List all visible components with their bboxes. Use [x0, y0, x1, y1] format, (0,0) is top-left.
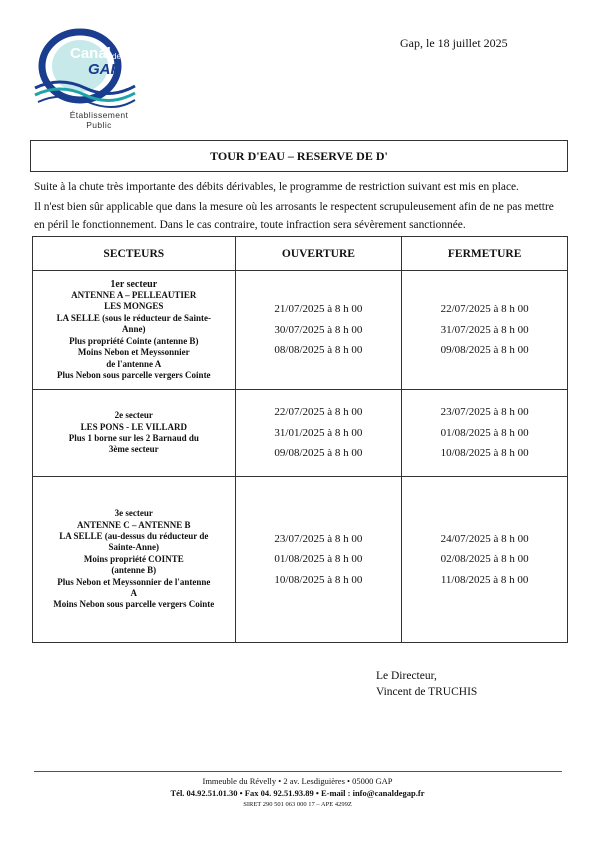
schedule-table	[32, 236, 568, 643]
date-value: 01/08/2025 à 8 h 00	[440, 426, 529, 439]
logo-word-de: de	[112, 52, 121, 61]
sector-line: de l'antenne A	[106, 358, 162, 369]
logo-sub-line2: Public	[86, 120, 112, 130]
logo-subtitle	[44, 110, 154, 130]
date-value: 23/07/2025 à 8 h 00	[274, 532, 363, 545]
footer-contact: Tél. 04.92.51.01.30 • Fax 04. 92.51.93.89 • E-mail : info@canaldegap.fr	[170, 788, 425, 798]
signature-role: Le Directeur,	[376, 670, 437, 682]
sector-line: Plus Nebon sous parcelle vergers Cointe	[56, 369, 211, 380]
date-value: 23/07/2025 à 8 h 00	[440, 406, 529, 419]
sector-line: A	[130, 588, 138, 599]
sector-line: Anne)	[122, 324, 146, 335]
date-value: 10/08/2025 à 8 h 00	[274, 573, 363, 586]
date-value: 10/08/2025 à 8 h 00	[440, 447, 529, 460]
date-value: 31/01/2025 à 8 h 00	[274, 426, 363, 439]
sector-cell-3	[33, 477, 236, 643]
header-ouverture: OUVERTURE	[235, 237, 402, 271]
sector-line: Plus propriété Cointe (antenne B)	[69, 335, 199, 346]
document-title: TOUR D'EAU – RESERVE DE D'	[30, 140, 568, 172]
logo-sub-line1: Établissement	[69, 110, 129, 120]
signature-block	[376, 668, 477, 700]
date-value: 30/07/2025 à 8 h 00	[274, 323, 363, 336]
date-value: 22/07/2025 à 8 h 00	[440, 303, 529, 316]
sector-line: Moins Nebon sous parcelle vergers Cointe	[53, 599, 215, 610]
date-value: 21/07/2025 à 8 h 00	[274, 303, 363, 316]
sector-line: 1er secteur	[110, 278, 158, 290]
date-value: 08/08/2025 à 8 h 00	[274, 344, 363, 357]
open-dates-3	[235, 477, 402, 643]
footer-siret: SIRET 290 501 063 000 17 – APE 4299Z	[243, 801, 352, 808]
intro-paragraph: Suite à la chute très importante des débits dérivables, le programme de restriction suivant est mis en place.	[34, 181, 519, 193]
date-value: 01/08/2025 à 8 h 00	[274, 553, 363, 566]
header-fermeture: FERMETURE	[402, 237, 568, 271]
sector-line: LES MONGES	[104, 301, 164, 312]
sector-line: LES PONS - LE VILLARD	[80, 421, 187, 432]
warning-paragraph: Il n'est bien sûr applicable que dans la mesure où les arrosants le respectent scrupuleusement afin de ne pas mettre en péril le fonctionnement. Dans le cas contraire, toute infraction sera sévèrement sanctionnée.	[34, 201, 554, 231]
sector-line: Plus 1 borne sur les 2 Barnaud du	[68, 433, 199, 443]
sector-line: (antenne B)	[111, 565, 157, 576]
logo-word-canal: Canal	[70, 45, 111, 62]
sector-cell-1	[33, 271, 236, 390]
table-row	[33, 477, 568, 643]
date-value: 22/07/2025 à 8 h 00	[274, 406, 363, 419]
open-dates-2	[235, 390, 402, 477]
date-value: 24/07/2025 à 8 h 00	[440, 532, 529, 545]
date-value: 11/08/2025 à 8 h 00	[440, 573, 529, 586]
close-dates-2	[402, 390, 568, 477]
header-secteurs: SECTEURS	[33, 237, 236, 271]
date-value: 31/07/2025 à 8 h 00	[440, 323, 529, 336]
table-row	[33, 390, 568, 477]
sector-line: Moins Nebon et Meyssonnier	[77, 347, 190, 358]
open-dates-1	[235, 271, 402, 390]
sector-line: 3ème secteur	[108, 444, 159, 455]
sector-line: LA SELLE (sous le réducteur de Sainte-	[56, 312, 211, 323]
sector-line: 3e secteur	[114, 508, 153, 519]
date-value: 09/08/2025 à 8 h 00	[274, 447, 363, 460]
table-row	[33, 271, 568, 390]
close-dates-3	[402, 477, 568, 643]
close-dates-1	[402, 271, 568, 390]
sector-line: ANTENNE C – ANTENNE B	[77, 519, 191, 530]
sector-line: ANTENNE A – PELLEAUTIER	[71, 290, 197, 301]
sector-line: Moins propriété COINTE	[83, 553, 184, 564]
sector-cell-2	[33, 390, 236, 477]
footer-divider	[34, 771, 562, 772]
logo-word-gap: GAP	[88, 61, 121, 78]
date-value: 02/08/2025 à 8 h 00	[440, 553, 529, 566]
sector-line: Plus Nebon et Meyssonnier de l'antenne	[57, 576, 211, 587]
sector-line: 2e secteur	[114, 410, 153, 421]
signature-name: Vincent de TRUCHIS	[376, 686, 478, 698]
footer-address: Immeuble du Révelly • 2 av. Lesdiguières • 05000 GAP	[202, 776, 393, 786]
date-value: 09/08/2025 à 8 h 00	[440, 344, 529, 357]
table-header-row	[33, 237, 568, 271]
sector-line: Sainte-Anne)	[108, 542, 160, 553]
letter-date: Gap, le 18 juillet 2025	[400, 36, 508, 50]
sector-line: LA SELLE (au-dessus du réducteur de	[59, 530, 209, 541]
